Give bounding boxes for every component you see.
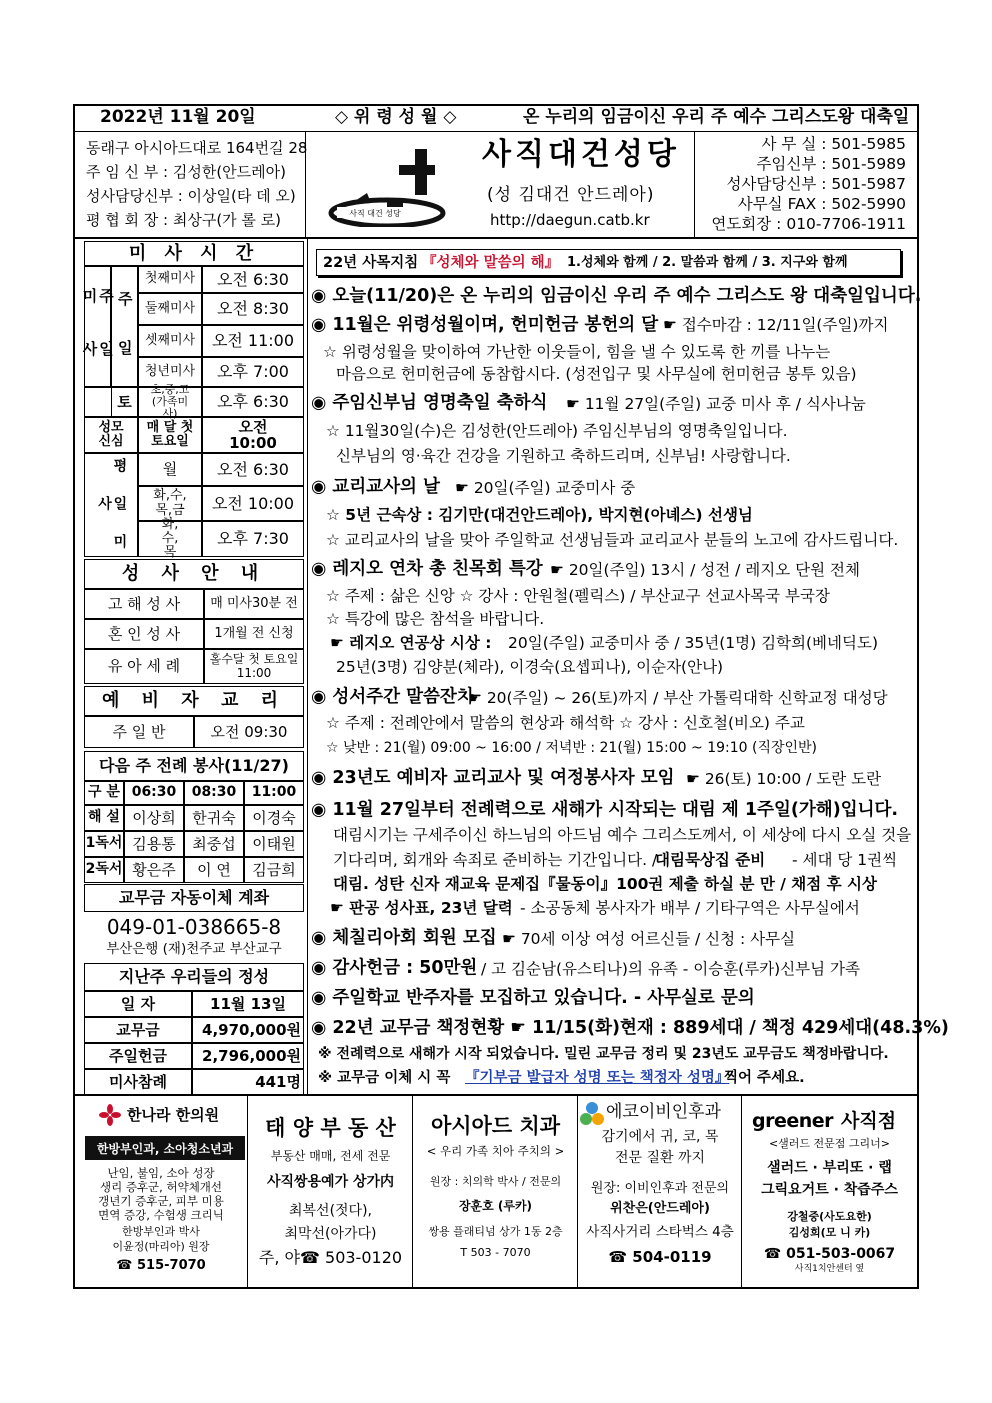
ad-line: 최막선(아가다) xyxy=(284,1226,377,1242)
ad-line: 장훈호 (루카) xyxy=(458,1199,533,1213)
service-header: 06:30 xyxy=(124,781,184,805)
marian-devotion-when: 매 달 첫토요일 xyxy=(138,417,202,453)
ad-tagline: < 우리 가족 치아 주치의 > xyxy=(426,1144,565,1158)
service-person: 김용통 xyxy=(124,831,184,857)
phone-assistant: 성사담당신부 : 501-5987 xyxy=(726,175,906,193)
service-person: 김금희 xyxy=(244,857,304,883)
marian-devotion-label: 성모 신심 xyxy=(84,417,138,453)
ad-line: 면역 증강, 수험생 크리닉 xyxy=(98,1208,224,1222)
notice-detail: ☛ 20(주일) ~ 26(토)까지 / 부산 가톨릭대학 신학교정 대성당 xyxy=(468,689,888,707)
sunday-mass-time: 오전 8:30 xyxy=(202,293,304,325)
ad-title: 사직점 xyxy=(841,1110,897,1132)
notice-body: 대림시기는 구세주이신 하느님의 아드님 예수 그리스도께서, 이 세상에 다시 오실 것을 xyxy=(333,826,912,844)
ad-line: 쌍용 플래티넘 상가 1동 2층 xyxy=(428,1225,563,1238)
parish-address: 동래구 아시아드대로 164번길 28 xyxy=(86,139,308,157)
offering-label: 일 자 xyxy=(84,991,192,1017)
notice-body: ☆ 낮반 : 21(월) 09:00 ~ 16:00 / 저녁반 : 21(월) 15:00 ~ 19:10 (직장인반) xyxy=(326,740,818,756)
offering-label: 미사참례 xyxy=(84,1069,192,1095)
offering-value: 11월 13일 xyxy=(192,991,304,1017)
tithe-transfer-title: 교무금 자동이체 계좌 xyxy=(84,884,304,912)
notice-body: ☆ 5년 근속상 : 김기만(대건안드레아), 박지현(아녜스) 선생님 xyxy=(326,506,753,524)
policy-goals: 1.성체와 함께 / 2. 말씀과 함께 / 3. 지구와 함께 xyxy=(567,255,848,270)
service-role: 1독서 xyxy=(84,831,124,857)
service-header: 11:00 xyxy=(244,781,304,805)
notice-body: ☛ 판공 성사표, 23년 달력 xyxy=(330,899,513,917)
notice-heading: ◉ 주임신부님 영명축일 축하식 xyxy=(311,393,548,413)
flower-icon xyxy=(99,1104,121,1126)
notice-body: ☆ 특강에 많은 참석을 바랍니다. xyxy=(326,610,545,628)
ad-title: 한나라 한의원 xyxy=(127,1106,220,1124)
service-person: 한귀숙 xyxy=(184,805,244,831)
ad-line: 강철중(사도요한) xyxy=(787,1210,872,1223)
sacrament-when: 홀수달 첫 토요일 11:00 xyxy=(204,649,304,684)
bank-account-number: 049-01-038665-8 xyxy=(106,915,282,939)
notice-body: ☆ 11월30일(수)은 김성한(안드레아) 주임신부님의 영명축일입니다. xyxy=(326,422,788,440)
ad-title-en: greener xyxy=(752,1110,834,1132)
sunday-mass-name: 청년미사 xyxy=(138,357,202,387)
catechumen-title: 예 비 자 교 리 xyxy=(84,686,304,716)
policy-theme: 『성체와 말씀의 해』 xyxy=(422,255,560,271)
sunday-label: 주 일 xyxy=(111,266,138,387)
notice-detail: ☛ 접수마감 : 12/11일(주일)까지 xyxy=(663,316,889,334)
offering-title: 지난주 우리들의 정성 xyxy=(84,963,304,991)
pastoral-policy-box xyxy=(316,249,901,276)
ad-line: 난임, 불임, 소아 성장 xyxy=(107,1166,215,1180)
ad-line: 김성희(모 니 카) xyxy=(788,1226,871,1239)
notice-body: ☆ 위령성월을 맞이하여 가난한 이웃들이, 힘을 낼 수 있도록 한 끼를 나누는 xyxy=(323,343,831,361)
sunday-mass-time: 오전 11:00 xyxy=(202,325,304,357)
ad-line: 부동산 매매, 전세 전문 xyxy=(270,1149,391,1163)
notice-heading: ◉ 오늘(11/20)은 온 누리의 임금이신 우리 주 예수 그리스도 왕 대축일입니다. xyxy=(311,286,922,306)
notice-body: ※ 전례력으로 새해가 시작 되었습니다. 밀린 교무금 정리 및 23년도 교무금도 책정바랍니다. xyxy=(318,1046,889,1062)
notice-heading: ◉ 레지오 연차 총 친목회 특강 xyxy=(311,559,543,579)
notice-body: ※ 교무금 이체 시 꼭 xyxy=(318,1070,451,1086)
bank-name: 부산은행 (재)천주교 부산교구 xyxy=(106,940,282,957)
service-person: 이태원 xyxy=(244,831,304,857)
parish-patron: (성 김대건 안드레아) xyxy=(487,185,655,205)
sunday-mass-name: 둘째미사 xyxy=(138,293,202,325)
notice-detail: ☛ 20일(주일) 13시 / 성전 / 레지오 단원 전체 xyxy=(550,561,860,579)
notice-heading: ◉ 23년도 예비자 교리교사 및 여정봉사자 모임 xyxy=(311,768,675,788)
notice-heading: ◉ 감사헌금 : 50만원 xyxy=(311,958,478,978)
offering-value: 2,796,000원 xyxy=(192,1043,304,1069)
service-person: 이경숙 xyxy=(244,805,304,831)
notice-body: ☆ 주제 : 전례안에서 말씀의 현상과 해석학 ☆ 강사 : 신호철(비오) 주교 xyxy=(326,714,805,732)
saturday-mass-name: 초,중,고 (가족미사) xyxy=(138,387,202,417)
sacrament-name: 고 해 성 사 xyxy=(84,589,204,619)
liturgy-service-title: 다음 주 전례 봉사(11/27) xyxy=(84,751,304,781)
ad-line: 최복선(젓다), xyxy=(289,1203,372,1219)
service-role: 해 설 xyxy=(84,805,124,831)
divider xyxy=(694,131,695,237)
notice-heading: ◉ 22년 교무금 책정현황 ☛ 11/15(화)현재 : 889세대 / 책정 429세대(48.3%) xyxy=(311,1018,949,1038)
notice-body: 기다리며, 회개와 속죄로 준비하는 기간입니다. / xyxy=(333,851,658,869)
phone-fax: 사무실 FAX : 502-5990 xyxy=(737,195,906,213)
notice-heading: ◉ 11월 27일부터 전례력으로 새해가 시작되는 대림 제 1주일(가해)입니다. xyxy=(311,800,899,820)
notice-body: - 세대 당 1권씩 xyxy=(792,851,898,869)
service-header: 08:30 xyxy=(184,781,244,805)
ad-note: 사직1치안센터 옆 xyxy=(794,1264,865,1274)
notice-body: 찍어 주세요. xyxy=(724,1070,805,1086)
sunday-mass-label: 주 일 미 사 xyxy=(84,266,111,387)
offering-value: 441명 xyxy=(192,1069,304,1095)
notice-body: - 소공동체 봉사자가 배부 / 기타구역은 사무실에서 xyxy=(520,899,860,917)
sacrament-name: 유 아 세 례 xyxy=(84,649,204,684)
notice-detail: / 고 김순남(유스티나)의 유족 - 이승훈(루카)신부님 가족 xyxy=(481,960,861,978)
sacrament-name: 혼 인 성 사 xyxy=(84,619,204,649)
policy-prefix: 22년 사목지침 xyxy=(323,255,419,271)
ad-phone: ☎ 515-7070 xyxy=(116,1258,206,1273)
council-president: 평 협 회 장 : 최상구(가 롤 로) xyxy=(86,211,282,229)
ad-band: 한방부인과, 소아청소년과 xyxy=(85,1136,245,1160)
ad-tagline: <샐러드 전문점 그리너> xyxy=(768,1137,891,1150)
sacraments-title: 성 사 안 내 xyxy=(84,559,304,589)
notice-emphasis: 『기부금 발급자 성명 또는 책정자 성명』 xyxy=(465,1070,730,1086)
weekday-day: 월 xyxy=(138,453,202,486)
clinic-logo-icon xyxy=(580,1101,604,1127)
weekday-time: 오전 10:00 xyxy=(202,486,304,521)
ad-taeyang-realty[interactable] xyxy=(248,1096,413,1287)
weekday-day: 화,수, 목 xyxy=(138,521,202,557)
liturgical-month: ◇ 위 령 성 월 ◇ xyxy=(335,107,457,127)
weekday-mass-label: 평 일 미 사 xyxy=(84,453,138,557)
ad-line: 원장 : 치의학 박사 / 전문의 xyxy=(429,1175,562,1188)
notice-body: 대림. 성탄 신자 재교육 문제집『물동이』100권 제출 하실 분 만 / 채점 후 시상 xyxy=(333,875,877,893)
parish-url[interactable]: http://daegun.catb.kr xyxy=(490,211,650,229)
bulletin-date: 2022년 11월 20일 xyxy=(100,107,256,127)
weekday-time: 오후 7:30 xyxy=(202,521,304,557)
sunday-mass-time: 오전 6:30 xyxy=(202,266,304,293)
ad-eco-ent-clinic[interactable] xyxy=(578,1096,742,1287)
notice-body: 20일(주일) 교중미사 중 / 35년(1명) 김학희(베네딕도) xyxy=(508,634,878,652)
offering-label: 주일헌금 xyxy=(84,1043,192,1069)
weekday-day: 화,수, 목,금 xyxy=(138,486,202,521)
assistant-priest: 성사담당신부 : 이상일(타 데 오) xyxy=(86,187,296,205)
mass-times-title: 미 사 시 간 xyxy=(84,241,304,266)
ad-line: 전문 질환 까지 xyxy=(614,1150,706,1166)
ad-phone: ☎ 051-503-0067 xyxy=(763,1246,896,1262)
sidebar-divider xyxy=(307,239,308,1094)
service-header: 구 분 xyxy=(84,781,124,805)
notice-heading: ◉ 주일학교 반주자를 모집하고 있습니다. - 사무실로 문의 xyxy=(311,988,755,1008)
service-person: 최중섭 xyxy=(184,831,244,857)
ad-line: 원장: 이비인후과 전문의 xyxy=(590,1181,730,1196)
ad-line: 감기에서 귀, 코, 목 xyxy=(601,1129,719,1145)
marian-devotion-time: 오전 10:00 xyxy=(202,417,304,453)
notice-body: 25년(3명) 김양분(체라), 이경숙(요셉피나), 이순자(안나) xyxy=(336,658,724,676)
offering-label: 교무금 xyxy=(84,1017,192,1043)
notice-detail: ☛ 26(토) 10:00 / 도란 도란 xyxy=(686,770,882,788)
ad-title: 에코이비인후과 xyxy=(606,1102,721,1122)
notice-body: 마음으로 헌미헌금에 동참합시다. (성전입구 및 사무실에 헌미헌금 봉투 있음) xyxy=(336,365,857,383)
notice-heading: ◉ 11월은 위령성월이며, 헌미헌금 봉헌의 달 xyxy=(311,315,659,335)
header-divider xyxy=(73,131,919,132)
sunday-mass-name: 첫째미사 xyxy=(138,266,202,293)
feast-title: 온 누리의 임금이신 우리 주 예수 그리스도왕 대축일 xyxy=(523,107,910,127)
ad-phone: ☎ 504-0119 xyxy=(608,1248,712,1266)
phone-office: 사 무 실 : 501-5985 xyxy=(761,135,906,153)
notice-detail: ☛ 20일(주일) 교중미사 중 xyxy=(455,479,636,497)
ad-line: 위찬은(안드레아) xyxy=(610,1201,710,1216)
notice-detail: ☛ 11월 27일(주일) 교중 미사 후 / 식사나눔 xyxy=(566,395,866,413)
notice-body: 대림묵상집 준비 xyxy=(655,851,766,869)
pastor-name: 주 임 신 부 : 김성한(안드레아) xyxy=(86,163,286,181)
ad-title: 아시아드 치과 xyxy=(430,1114,561,1138)
service-person: 이상희 xyxy=(124,805,184,831)
notice-body: ☛ 레지오 연공상 시상 : xyxy=(330,634,492,652)
catechumen-time: 오전 09:30 xyxy=(194,716,304,748)
catechumen-class: 주 일 반 xyxy=(84,716,194,748)
logo-caption: 사직 대건 성당 xyxy=(349,209,401,218)
ad-line: 샐러드 · 부리또 · 랩 xyxy=(767,1160,892,1176)
ad-line: 생리 증후군, 허약체개선 xyxy=(99,1180,223,1194)
notice-heading: ◉ 체칠리아회 회원 모집 xyxy=(311,928,497,948)
notice-body: ☆ 교리교사의 날을 맞아 주일학교 선생님들과 교리교사 분들의 노고에 감사드립니다. xyxy=(326,531,899,549)
ad-line: 사직사거리 스타벅스 4층 xyxy=(586,1224,734,1240)
service-person: 황은주 xyxy=(124,857,184,883)
weekday-time: 오전 6:30 xyxy=(202,453,304,486)
ad-hannara-clinic[interactable] xyxy=(75,1096,248,1287)
ad-line: 갱년기 증후군, 피부 미용 xyxy=(98,1194,224,1208)
ad-line: 그릭요거트 · 착즙주스 xyxy=(761,1182,898,1198)
notice-detail: ☛ 70세 이상 여성 어르신들 / 신청 : 사무실 xyxy=(502,930,796,948)
notice-body: 신부님의 영·육간 건강을 기원하고 축하드리며, 신부님! 사랑합니다. xyxy=(336,447,791,465)
phone-yeondo: 연도회장 : 010-7706-1911 xyxy=(711,215,906,233)
notice-heading: ◉ 성서주간 말씀잔치 xyxy=(311,687,474,707)
parish-name: 사직대건성당 xyxy=(482,137,680,172)
parish-divider xyxy=(73,237,919,239)
parish-logo xyxy=(327,145,447,227)
phone-pastor: 주임신부 : 501-5989 xyxy=(756,155,906,173)
sunday-mass-time: 오후 7:00 xyxy=(202,357,304,387)
ad-line: 한방부인과 박사 xyxy=(122,1225,200,1238)
ad-line: T 503 - 7070 xyxy=(460,1246,531,1259)
ad-asiad-dental[interactable] xyxy=(413,1096,578,1287)
service-role: 2독서 xyxy=(84,857,124,883)
notice-body: ☆ 주제 : 삶은 신앙 ☆ 강사 : 안원철(펠릭스) / 부산교구 선교사목국 부국장 xyxy=(326,587,830,605)
saturday-label: 토 xyxy=(111,387,138,417)
sacrament-when: 1개월 전 신청 xyxy=(204,619,304,649)
sunday-mass-name: 셋째미사 xyxy=(138,325,202,357)
ad-line: 사직쌍용예가 상가内 xyxy=(266,1174,395,1190)
ad-title: 태 양 부 동 산 xyxy=(265,1116,396,1140)
ad-greener-salad[interactable] xyxy=(742,1096,917,1287)
offering-value: 4,970,000원 xyxy=(192,1017,304,1043)
sacrament-when: 매 미사30분 전 xyxy=(204,589,304,619)
ad-phone: 주, 야☎ 503-0120 xyxy=(258,1248,403,1267)
saturday-mass-time: 오후 6:30 xyxy=(202,387,304,417)
service-person: 이 연 xyxy=(184,857,244,883)
notice-heading: ◉ 교리교사의 날 xyxy=(311,477,440,497)
ad-line: 이윤정(마리아) 원장 xyxy=(112,1240,210,1253)
